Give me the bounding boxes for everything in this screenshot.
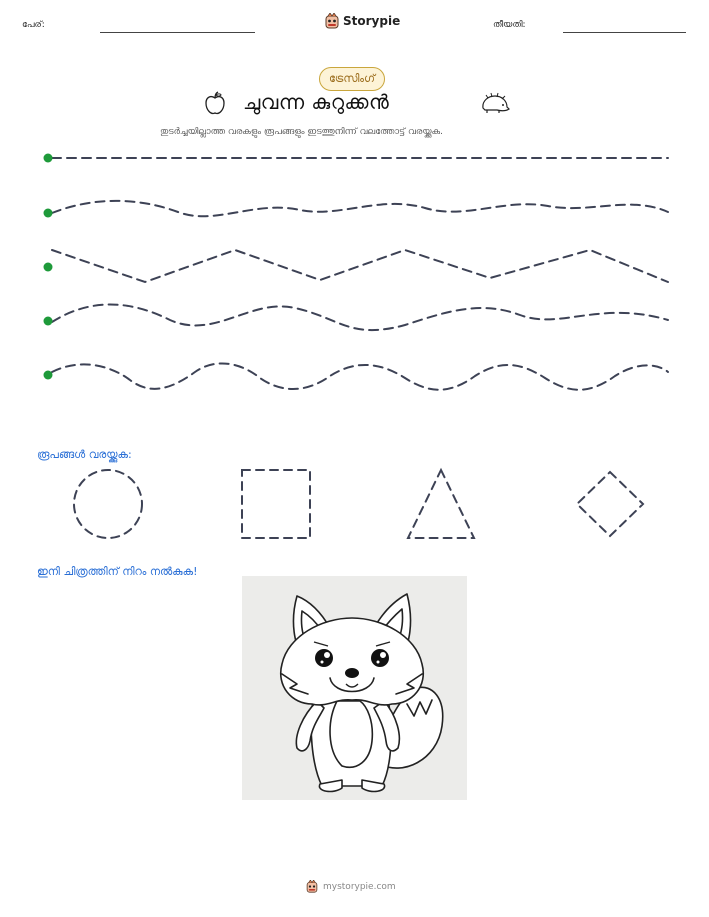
tracing-shape-diamond — [577, 472, 643, 536]
tracing-shape-square — [242, 470, 310, 538]
storypie-logo-icon — [306, 880, 318, 893]
color-heading: ഇനി ചിത്രത്തിന് നിറം നൽകുക! — [37, 565, 198, 578]
tracing-line-gentle-wave — [52, 201, 668, 216]
tracing-shape-circle — [74, 470, 142, 538]
tracing-line-wave — [52, 305, 668, 331]
coloring-image — [242, 576, 467, 800]
start-dot — [44, 154, 53, 163]
tracing-shape-triangle — [408, 470, 474, 538]
page-title: ചുവന്ന കുറുക്കൻ — [243, 90, 390, 114]
start-dot — [44, 371, 53, 380]
fox-outline — [242, 576, 467, 800]
tracing-shapes — [0, 460, 709, 550]
date-field[interactable] — [563, 32, 686, 33]
tracing-tag: ട്രേസിംഗ് — [319, 67, 385, 91]
start-dot — [44, 209, 53, 218]
tracing-line-deep-wave — [52, 363, 668, 389]
shapes-heading: രൂപങ്ങൾ വരയ്ക്കുക: — [37, 448, 132, 461]
storypie-logo-icon — [325, 13, 339, 29]
tracing-line-zigzag — [52, 250, 668, 282]
name-label: പേര്: — [22, 20, 45, 30]
brand-logo — [325, 13, 400, 29]
name-field[interactable] — [100, 32, 255, 33]
instruction-text: തുടർച്ചയില്ലാത്ത വരകളും രൂപങ്ങളും ഇടത്തുനിന്ന് വലത്തോട്ട് വരയ്ക്കുക. — [160, 127, 443, 137]
footer — [306, 880, 396, 893]
start-dot — [44, 263, 53, 272]
start-dot — [44, 317, 53, 326]
brand-name: Storypie — [343, 14, 401, 28]
date-label: തീയതി: — [493, 20, 526, 30]
apple-icon — [203, 91, 227, 117]
tracing-lines — [0, 140, 709, 400]
hedgehog-icon — [479, 92, 511, 114]
footer-link[interactable]: mystorypie.com — [323, 881, 396, 892]
